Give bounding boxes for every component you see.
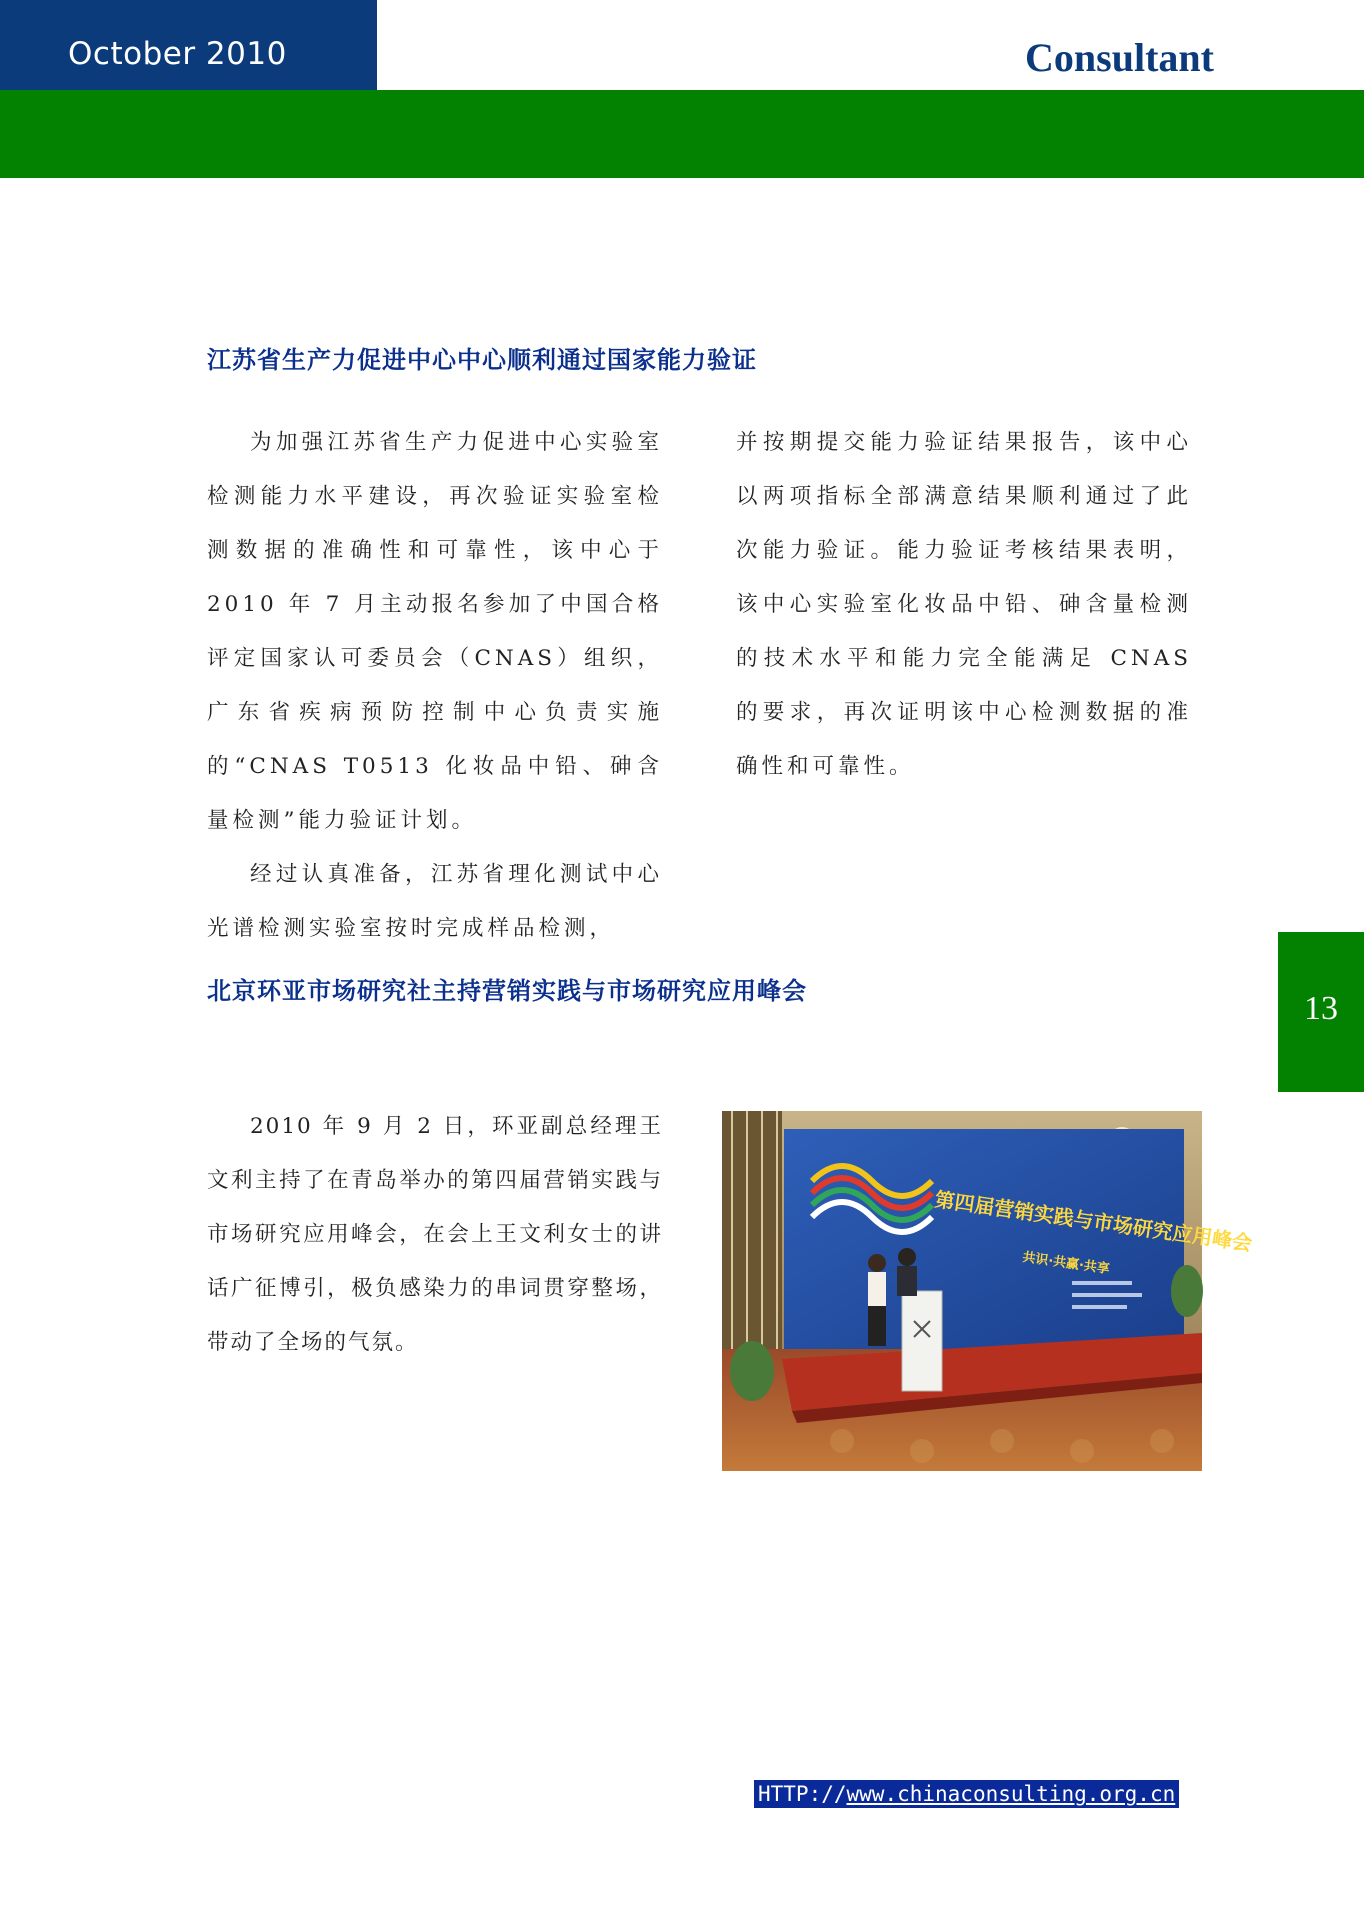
issue-date: October 2010 bbox=[68, 36, 287, 72]
article1-column-left bbox=[207, 416, 663, 956]
page-number-tab bbox=[1278, 932, 1364, 1092]
article1-title: 江苏省生产力促进中心中心顺利通过国家能力验证 bbox=[207, 346, 757, 374]
banner-slogan: 共识·共赢·共享 bbox=[1021, 1250, 1111, 1278]
banner-title: 第四届营销实践与市场研究应用峰会 bbox=[933, 1187, 1254, 1256]
page-number: 13 bbox=[1304, 990, 1338, 1027]
footer-url-prefix: HTTP:// bbox=[758, 1782, 847, 1806]
footer-website-link[interactable] bbox=[754, 1780, 1179, 1808]
article2-body-column bbox=[207, 1100, 663, 1370]
magazine-brand: Consultant bbox=[1025, 35, 1214, 80]
article1-column-right bbox=[736, 416, 1192, 794]
conference-photo bbox=[722, 1111, 1254, 1471]
header-green-band bbox=[0, 90, 1364, 178]
article1-paragraph: 为加强江苏省生产力促进中心实验室检测能力水平建设，再次验证实验室检测数据的准确性和可靠性，该中心于 2010 年 7 月主动报名参加了中国合格评定国家认可委员会（CNAS）组织，广东省疾病预防控制中心负责实施的“CNAS T0513 化妆品中铅、砷含量检测”能力验证计划。 bbox=[207, 430, 663, 833]
footer-url: www.chinaconsulting.org.cn bbox=[846, 1782, 1176, 1806]
article2-paragraph: 2010 年 9 月 2 日，环亚副总经理王文利主持了在青岛举办的第四届营销实践与市场研究应用峰会，在会上王文利女士的讲话广征博引，极负感染力的串词贯穿整场，带动了全场的气氛。 bbox=[207, 1114, 663, 1355]
article2-title: 北京环亚市场研究社主持营销实践与市场研究应用峰会 bbox=[207, 977, 807, 1005]
article1-paragraph: 经过认真准备，江苏省理化测试中心光谱检测实验室按时完成样品检测， bbox=[207, 862, 663, 941]
article1-paragraph: 并按期提交能力验证结果报告，该中心以两项指标全部满意结果顺利通过了此次能力验证。能力验证考核结果表明，该中心实验室化妆品中铅、砷含量检测的技术水平和能力完全能满足 CNAS 的要求，再次证明该中心检测数据的准确性和可靠性。 bbox=[736, 430, 1192, 779]
